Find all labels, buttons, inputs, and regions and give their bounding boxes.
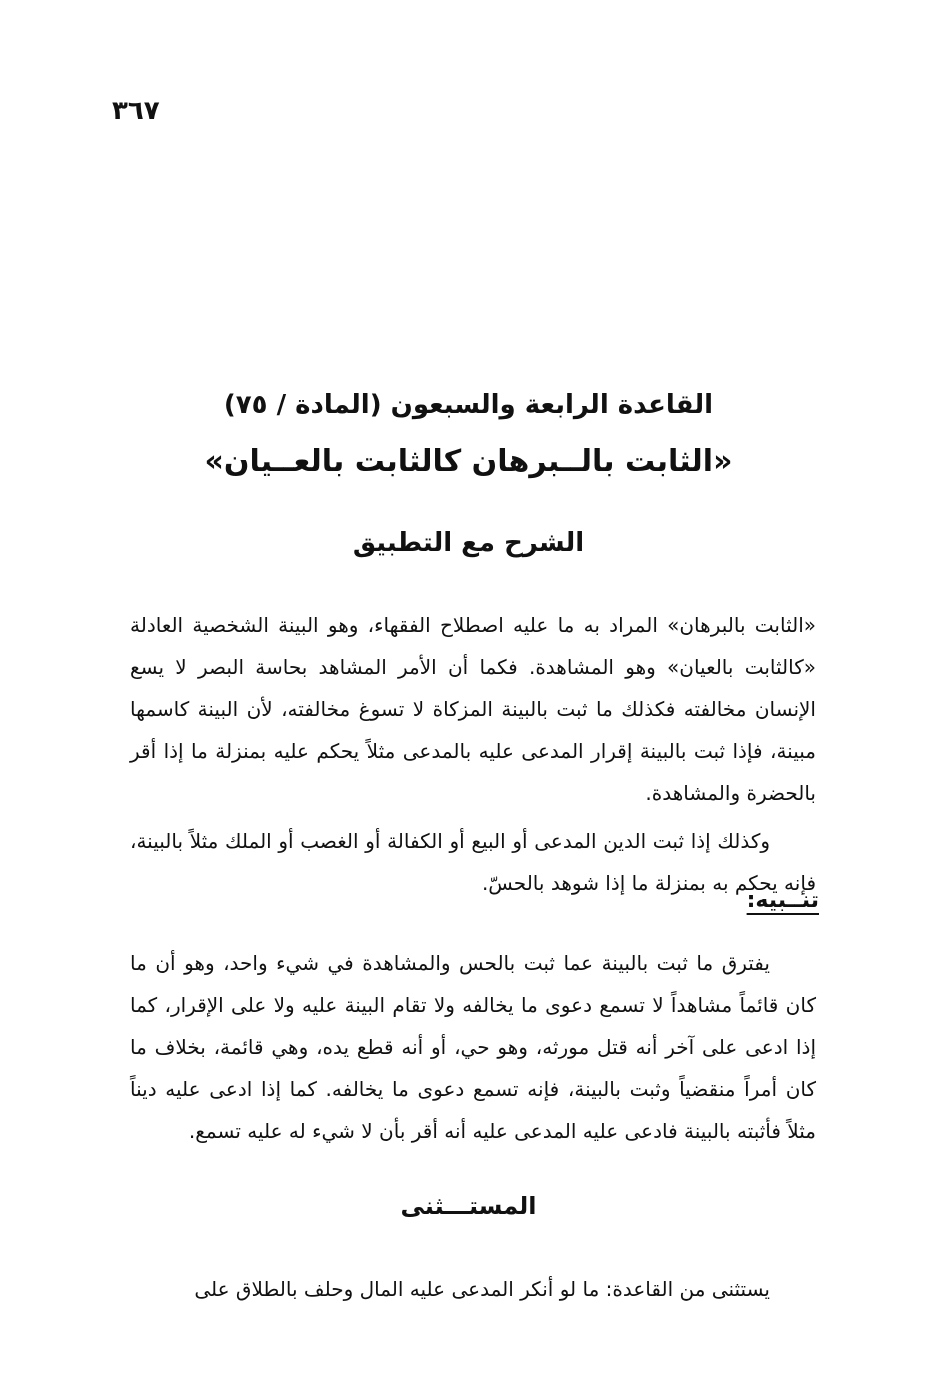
commentary-paragraph-1: «الثابت بالبرهان» المراد به ما عليه اصطلاح الفقهاء، وهو البينة الشخصية العادلة «كالثابت بالعيان» وهو المشاهدة. فكما أن الأمر المشاهد بحاسة البصر لا يسع الإنسان مخالفته فكذلك ما ثبت بالبينة المزكاة لا تسوغ مخالفته، لأن البينة كاسمها مبينة، فإذا ثبت بالبينة إقرار المدعى عليه بالمدعى مثلاً يحكم عليه بمنزلة ما إذا أقر بالحضرة والمشاهدة. — [130, 613, 816, 805]
commentary-paragraph-2: وكذلك إذا ثبت الدين المدعى أو البيع أو الكفالة أو الغصب أو الملك مثلاً بالبينة، فإنه يحكم به بمنزلة ما إذا شوهد بالحسّ. — [130, 829, 816, 895]
commentary-heading: الشرح مع التطبيق — [352, 528, 585, 558]
exception-paragraph: يستثنى من القاعدة: ما لو أنكر المدعى عليه المال وحلف بالطلاق على — [194, 1277, 770, 1301]
note-paragraph: يفترق ما ثبت بالبينة عما ثبت بالحس والمشاهدة في شيء واحد، وهو أن ما كان قائماً مشاهداً لا تسمع دعوى ما يخالفه ولا تقام البينة عليه ولا على الإقرار، كما إذا ادعى على آخر أنه قتل مورثه، وهو حي، أو أنه قطع يده، وهي قائمة، بخلاف ما كان أمراً منقضياً وثبت بالبينة، فإنه تسمع دعوى ما يخالفه. كما إذا ادعى عليه ديناً مثلاً فأثبته بالبينة فادعى عليه المدعى عليه أنه أقر بأن لا شيء له عليه تسمع. — [130, 951, 816, 1143]
page-number: ٣٦٧ — [112, 96, 160, 126]
note-heading: تنــبيه: — [746, 888, 819, 913]
rule-title: القاعدة الرابعة والسبعون (المادة / ٧٥) — [223, 390, 714, 420]
exception-heading: المستـــثنى — [400, 1192, 537, 1220]
rule-text: «الثابت بالــبرهان كالثابت بالعــيان» — [204, 444, 733, 479]
